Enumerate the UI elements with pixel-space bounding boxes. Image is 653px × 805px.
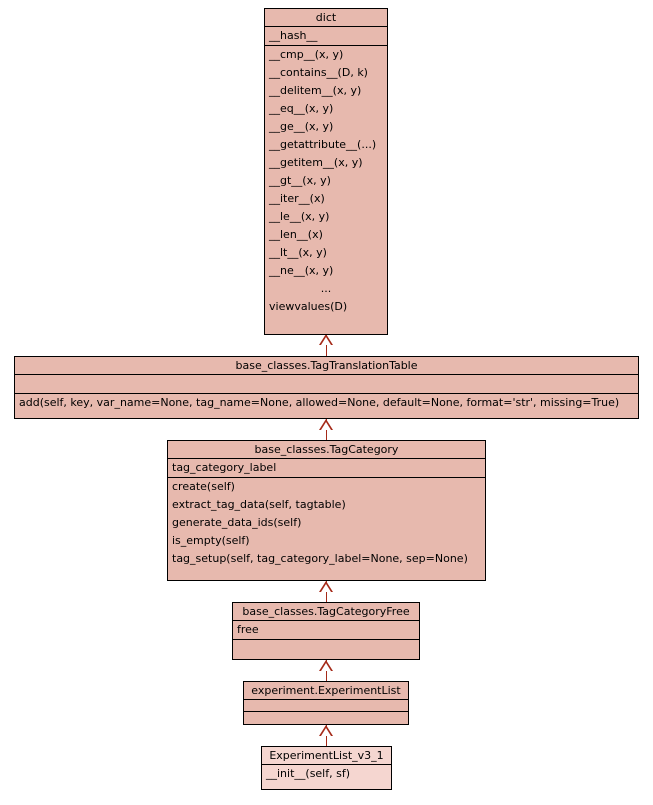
class-title-dict: dict	[265, 9, 387, 27]
method-row: __gt__(x, y)	[269, 174, 331, 187]
method-row: viewvalues(D)	[269, 300, 348, 313]
method-row: create(self)	[172, 480, 235, 493]
method-row: __delitem__(x, y)	[269, 84, 362, 97]
method-row: __iter__(x)	[269, 192, 325, 205]
connector-arrowhead-tagcategory	[319, 581, 333, 592]
class-attributes-tagcategoryfree	[233, 621, 419, 640]
attribute-row: tag_category_label	[172, 461, 277, 474]
method-row: __cmp__(x, y)	[269, 48, 344, 61]
class-box-dict[interactable]	[264, 8, 388, 335]
method-row: __ne__(x, y)	[269, 264, 334, 277]
class-attributes-experimentlist	[244, 700, 408, 712]
class-attributes-dict	[265, 27, 387, 46]
connector-arrowhead-tagcategoryfree	[319, 660, 333, 671]
connector-arrowhead-experimentlist	[319, 725, 333, 736]
method-row: __eq__(x, y)	[269, 102, 334, 115]
class-methods-tagtranslationtable	[15, 394, 638, 412]
method-row: __contains__(D, k)	[269, 66, 368, 79]
attribute-row: __hash__	[269, 29, 318, 42]
method-row: __ge__(x, y)	[269, 120, 334, 133]
class-methods-dict	[265, 46, 387, 316]
method-row: __init__(self, sf)	[266, 767, 351, 780]
class-title-experimentlist: experiment.ExperimentList	[244, 682, 408, 700]
connector-arrowhead-tagtranslationtable	[319, 419, 333, 430]
class-methods-tagcategory	[168, 478, 485, 568]
method-row: __len__(x)	[269, 228, 323, 241]
class-box-tagtranslationtable[interactable]	[14, 356, 639, 419]
class-title-tagtranslationtable: base_classes.TagTranslationTable	[15, 357, 638, 375]
method-row: extract_tag_data(self, tagtable)	[172, 498, 346, 511]
method-row: __le__(x, y)	[269, 210, 330, 223]
class-methods-experimentlist	[244, 712, 408, 723]
class-methods-experimentlistv3	[262, 765, 391, 783]
class-attributes-tagcategory	[168, 459, 485, 478]
method-row-ellipsis: ...	[320, 282, 332, 295]
method-row: generate_data_ids(self)	[172, 516, 302, 529]
method-row: tag_setup(self, tag_category_label=None, sep=None)	[172, 552, 468, 565]
method-row: __lt__(x, y)	[269, 246, 327, 259]
connector-arrowhead-dict	[319, 334, 333, 345]
class-box-experimentlist[interactable]	[243, 681, 409, 725]
class-box-tagcategoryfree[interactable]	[232, 602, 420, 660]
class-title-tagcategory: base_classes.TagCategory	[168, 441, 485, 459]
class-methods-tagcategoryfree	[233, 640, 419, 657]
class-title-tagcategoryfree: base_classes.TagCategoryFree	[233, 603, 419, 621]
class-box-tagcategory[interactable]	[167, 440, 486, 581]
method-row: __getattribute__(...)	[269, 138, 377, 151]
method-row: __getitem__(x, y)	[269, 156, 363, 169]
class-box-experimentlistv3[interactable]	[261, 746, 392, 790]
class-title-experimentlistv3: ExperimentList_v3_1	[262, 747, 391, 765]
class-attributes-tagtranslationtable	[15, 375, 638, 394]
attribute-row: free	[237, 623, 259, 636]
method-row: add(self, key, var_name=None, tag_name=None, allowed=None, default=None, format='str', missing=True)	[19, 396, 620, 409]
method-row: is_empty(self)	[172, 534, 250, 547]
